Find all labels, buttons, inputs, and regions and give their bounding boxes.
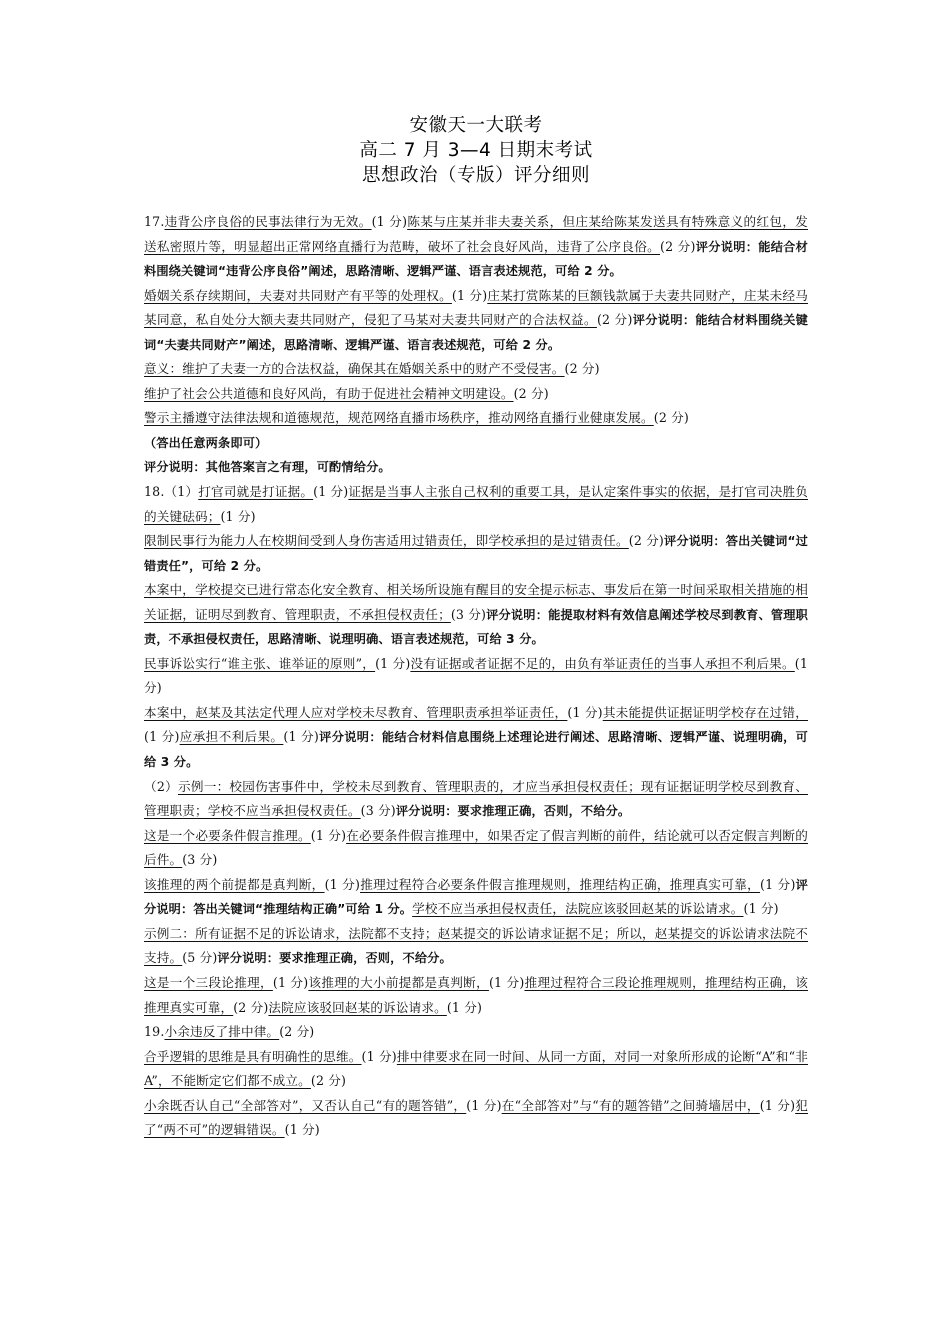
- score-mark: (2 分): [564, 361, 600, 377]
- answer-point: 婚姻关系存续期间，夫妻对共同财产有平等的处理权。: [144, 287, 452, 303]
- scoring-note: 评分说明：能结合材料围绕关键词“违背公序良俗”阐述，思路清晰、逻辑严谨、语言表述规范，可给 2 分。: [144, 239, 809, 279]
- score-mark: (1 分): [760, 876, 796, 892]
- score-mark: (1 分): [283, 729, 319, 745]
- score-mark: (1 分): [310, 827, 347, 843]
- score-mark: (1 分): [220, 508, 256, 524]
- answer-point: 示例一：校园伤害事件中，学校未尽到教育、管理职责的，才应当承担侵权责任；现有证据证明学校尽到教育、管理职责；学校不应当承担侵权责任。: [144, 778, 808, 819]
- score-mark: (2 分): [513, 385, 549, 401]
- answer-paragraph: [144, 480, 808, 529]
- scoring-note: 评分说明：其他答案言之有理，可酌情给分。: [144, 460, 391, 475]
- answer-point: 警示主播遵守法律法规和道德规范，规范网络直播市场秩序，推动网络直播行业健康发展。: [144, 410, 654, 426]
- scoring-note: （答出任意两条即可）: [144, 435, 268, 450]
- answer-point: 本案中，学校提交已进行常态化安全教育、相关场所设施有醒目的安全提示标志、事发后在第一时间采取相关措施的相关证据，证明尽到教育、管理职责，不承担侵权责任；: [144, 582, 808, 622]
- score-mark: (2 分): [660, 238, 696, 254]
- score-mark: (2 分): [279, 1024, 315, 1040]
- answer-paragraph: [144, 431, 808, 456]
- score-mark: (1 分): [759, 1097, 796, 1113]
- answer-point: 犯了“两不可”的逻辑错误。: [144, 1097, 809, 1138]
- answer-paragraph: [144, 455, 808, 480]
- answer-paragraph: [144, 1045, 808, 1094]
- score-mark: (1 分): [284, 1122, 320, 1138]
- answer-paragraph: [144, 382, 808, 407]
- answer-point: 意义：维护了夫妻一方的合法权益，确保其在婚姻关系中的财产不受侵害。: [144, 361, 565, 377]
- answer-point: 示例二：所有证据不足的诉讼请求，法院都不支持；赵某提交的诉讼请求证据不足；所以，赵某提交的诉讼请求法院不支持。: [144, 925, 808, 966]
- score-mark: (1 分): [272, 974, 309, 990]
- score-mark: (2 分): [653, 410, 689, 426]
- answer-point: 应承担不利后果。: [179, 729, 284, 745]
- scoring-note: 评分说明：能结合材料信息围绕上述理论进行阐述、思路清晰、逻辑严谨、说理明确，可给 3 分。: [144, 730, 809, 770]
- score-mark: (3 分): [450, 606, 487, 622]
- answer-paragraph: [144, 210, 808, 284]
- score-mark: (1 分): [451, 287, 488, 303]
- score-mark: (2 分): [628, 533, 664, 549]
- answer-point: 民事诉讼实行“谁主张、谁举证的原则”，: [144, 655, 376, 671]
- score-mark: (1 分): [324, 876, 361, 892]
- score-mark: (1 分): [361, 1048, 397, 1064]
- answer-paragraph: [144, 873, 808, 922]
- scoring-note: 评分说明：答出关键词“推理结构正确”可给 1 分。: [144, 877, 809, 917]
- answer-paragraph: [144, 824, 808, 873]
- answer-paragraph: [144, 1020, 808, 1045]
- answer-point: 在“全部答对”与“有的题答错”之间骑墙居中，: [501, 1097, 760, 1113]
- score-mark: (1 分): [144, 729, 180, 745]
- answer-point: 违背公序良俗的民事法律行为无效。: [164, 214, 372, 229]
- answer-point: 打官司就是打证据。: [198, 484, 314, 500]
- answer-paragraph: [144, 971, 808, 1020]
- answer-point: 推理过程符合三段论推理规则，推理结构正确，该推理真实可靠，: [144, 974, 809, 1015]
- score-mark: (1 分): [488, 974, 525, 990]
- score-mark: (1 分): [375, 655, 411, 671]
- answer-point: 限制民事行为能力人在校期间受到人身伤害适用过错责任，即学校承担的是过错责任。: [144, 533, 629, 549]
- scoring-note: 评分说明：能提取材料有效信息阐述学校尽到教育、管理职责，不承担侵权责任，思路清晰、说理明确、语言表述规范，可给 3 分。: [144, 607, 809, 647]
- answer-point: 这是一个必要条件假言推理。: [144, 827, 311, 843]
- answer-point: 这是一个三段论推理，: [144, 974, 273, 990]
- score-mark: (2 分): [310, 1073, 347, 1089]
- score-mark: (1 分): [446, 999, 483, 1015]
- answer-point: 其未能提供证据证明学校存在过错，: [602, 704, 809, 720]
- answer-paragraph: [144, 775, 808, 824]
- answer-point: 庄某打赏陈某的巨额钱款属于夫妻共同财产，庄某未经马某同意，私自处分大额夫妻共同财产，侵犯了马某对夫妻共同财产的合法权益。: [144, 287, 808, 328]
- answer-point: 证据是当事人主张自己权利的重要工具，是认定案件事实的依据，是打官司决胜负的关键砝码；: [144, 484, 808, 524]
- answer-paragraph: [144, 529, 808, 578]
- title-block: [144, 113, 808, 188]
- scoring-note: 评分说明：答出关键词“过错责任”，可给 2 分。: [144, 534, 809, 573]
- score-mark: (1 分): [144, 655, 809, 696]
- answer-point: 合乎逻辑的思维是具有明确性的思维。: [144, 1048, 362, 1064]
- answer-paragraph: [144, 1094, 808, 1143]
- answer-point: 该推理的大小前提都是真判断，: [308, 974, 489, 990]
- answer-paragraph: [144, 406, 808, 431]
- answer-paragraph: [144, 284, 808, 358]
- subject-title: 思想政治（专版）评分细则: [361, 165, 590, 186]
- score-mark: (3 分): [182, 852, 218, 868]
- score-mark: (1 分): [567, 704, 603, 720]
- score-mark: (2 分): [233, 999, 269, 1015]
- score-mark: 19.: [144, 1024, 165, 1040]
- scoring-note: 评分说明：能结合材料围绕关键词“夫妻共同财产”阐述，思路清晰、逻辑严谨、语言表述规范，可给 2 分。: [144, 313, 809, 352]
- answer-point: 法院应该驳回赵某的诉讼请求。: [268, 999, 447, 1015]
- scoring-rules-body: [144, 210, 808, 1143]
- score-mark: (3 分): [360, 803, 396, 819]
- answer-point: 该推理的两个前提都是真判断，: [144, 876, 325, 892]
- answer-point: 本案中，赵某及其法定代理人应对学校未尽教育、管理职责承担举证责任，: [144, 704, 568, 720]
- score-mark: （2）: [144, 778, 178, 794]
- answer-paragraph: [144, 701, 808, 775]
- score-mark: (1 分): [371, 214, 408, 229]
- answer-point: 维护了社会公共道德和良好风尚，有助于促进社会精神文明建设。: [144, 385, 514, 401]
- answer-point: 陈某与庄某并非夫妻关系，但庄某给陈某发送具有特殊意义的红包，发送私密照片等，明显超出正常网络直播行为范畴，破坏了社会良好风尚，违背了公序良俗。: [144, 214, 808, 254]
- score-mark: (5 分): [182, 950, 218, 966]
- answer-point: 小余违反了排中律。: [164, 1024, 280, 1040]
- score-mark: (1 分): [313, 484, 349, 500]
- score-mark: (1 分): [466, 1097, 502, 1113]
- answer-paragraph: [144, 922, 808, 971]
- score-mark: 18.（1）: [144, 484, 199, 500]
- answer-point: 学校不应当承担侵权责任，法院应该驳回赵某的诉讼请求。: [412, 901, 744, 917]
- scoring-note: 评分说明：要求推理正确，否则，不给分。: [217, 951, 452, 966]
- answer-point: 推理过程符合必要条件假言推理规则，推理结构正确，推理真实可靠，: [360, 876, 761, 892]
- answer-point: 排中律要求在同一时间、从同一方面，对同一对象所形成的论断“A”和“非 A”，不能断定它们都不成立。: [144, 1048, 808, 1089]
- answer-paragraph: [144, 652, 808, 701]
- answer-point: 小余既否认自己“全部答对”，又否认自己“有的题答错”，: [144, 1097, 467, 1113]
- exam-org-title: 安徽天一大联考: [409, 115, 543, 136]
- score-mark: (1 分): [743, 901, 779, 917]
- answer-paragraph: [144, 357, 808, 382]
- score-mark: 17.: [144, 214, 165, 229]
- answer-point: 没有证据或者证据不足的，由负有举证责任的当事人承担不利后果。: [410, 655, 795, 671]
- answer-paragraph: [144, 578, 808, 652]
- score-mark: (2 分): [596, 312, 633, 328]
- scoring-note: 评分说明：要求推理正确，否则，不给分。: [395, 804, 631, 819]
- answer-point: 在必要条件假言推理中，如果否定了假言判断的前件，结论就可以否定假言判断的后件。: [144, 827, 808, 868]
- exam-date-title: 高二 7 月 3—4 日期末考试: [359, 140, 593, 161]
